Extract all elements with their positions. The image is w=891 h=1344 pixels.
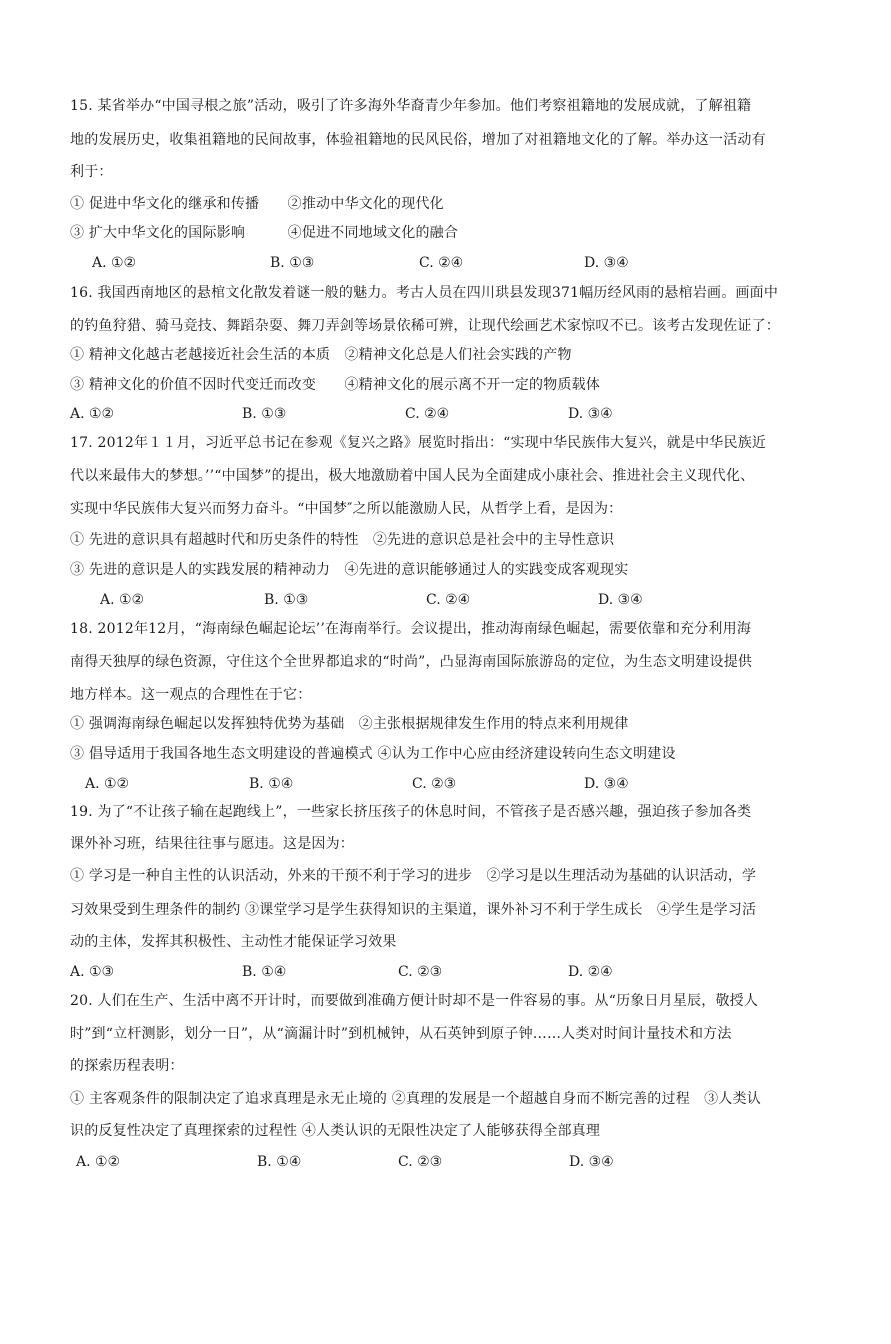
question-19-line-1: 19. 为了“不让孩子输在起跑线上”，一些家长挤压孩子的休息时间，不管孩子是否感兴趣，强迫孩子参加各类 [70, 804, 752, 820]
question-15-statement-3-4: ③ 扩大中华文化的国际影响 ④促进不同地域文化的融合 [70, 225, 459, 241]
question-18-line-3: 地方样本。这一观点的合理性在于它： [70, 687, 312, 703]
question-20-option-c[interactable]: C. ②③ [398, 1154, 443, 1170]
question-19-line-3: ① 学习是一种自主性的认识活动，外来的干预不利于学习的进步 ②学习是以生理活动为基础的认识活动，学 [70, 868, 757, 884]
question-20-option-b[interactable]: B. ①④ [257, 1154, 302, 1170]
question-20-line-3: 的探索历程表明： [70, 1058, 184, 1074]
question-16-statement-3-4: ③ 精神文化的价值不因时代变迁而改变 ④精神文化的展示离不开一定的物质载体 [70, 377, 601, 393]
question-18-line-1: 18. 2012年12月，“海南绿色崛起论坛’’在海南举行。会议提出，推动海南绿色崛起，需要依靠和充分利用海 [70, 621, 752, 637]
question-15-line-2: 地的发展历史，收集祖籍地的民间故事，体验祖籍地的民风民俗，增加了对祖籍地文化的了解。举办这一活动有 [70, 132, 766, 148]
question-15-statement-1-2: ① 促进中华文化的继承和传播 ②推动中华文化的现代化 [70, 196, 444, 212]
question-17-line-1: 17. 2012年１１月，习近平总书记在参观《复兴之路》展览时指出：“实现中华民族伟大复兴，就是中华民族近 [70, 435, 767, 451]
question-20-line-2: 时”到“立杆测影，划分一日”，从“滴漏计时”到机械钟，从石英钟到原子钟……人类对时间计量技术和方法 [70, 1026, 732, 1042]
question-19-line-2: 课外补习班，结果往往事与愿违。这是因为： [70, 836, 354, 852]
question-15-option-d[interactable]: D. ③④ [584, 255, 629, 271]
question-20-line-1: 20. 人们在生产、生活中离不开计时，而要做到准确方便计时却不是一件容易的事。从“历象日月星辰，敬授人 [70, 993, 759, 1009]
question-17-option-b[interactable]: B. ①③ [264, 592, 309, 608]
question-16-option-b[interactable]: B. ①③ [242, 406, 287, 422]
question-17-line-2: 代以来最伟大的梦想。’’“中国梦”的提出，极大地激励着中国人民为全面建成小康社会、推进社会主义现代化、 [70, 468, 755, 484]
question-20-line-5: 识的反复性决定了真理探索的过程性 ④人类认识的无限性决定了人能够获得全部真理 [70, 1123, 601, 1139]
question-20-option-d[interactable]: D. ③④ [569, 1154, 614, 1170]
question-18-line-2: 南得天独厚的绿色资源，守住这个全世界都追求的“时尚”，凸显海南国际旅游岛的定位，为生态文明建设提供 [70, 654, 753, 670]
question-15-line-3: 利于： [70, 164, 113, 180]
question-17-option-a[interactable]: A. ①② [100, 592, 145, 608]
question-20-option-a[interactable]: A. ①② [76, 1154, 121, 1170]
question-18-statement-3-4: ③ 倡导适用于我国各地生态文明建设的普遍模式 ④认为工作中心应由经济建设转向生态文明建设 [70, 746, 676, 762]
question-18-option-a[interactable]: A. ①② [85, 776, 130, 792]
question-17-statement-3-4: ③ 先进的意识是人的实践发展的精神动力 ④先进的意识能够通过人的实践变成客观现实 [70, 562, 629, 578]
question-16-statement-1-2: ① 精神文化越古老越接近社会生活的本质 ②精神文化总是人们社会实践的产物 [70, 347, 572, 363]
question-16-line-2: 的钓鱼狩猎、骑马竞技、舞蹈杂耍、舞刀弄剑等场景依稀可辨，让现代绘画艺术家惊叹不已。该考古发现佐证了： [70, 318, 780, 334]
question-17-option-d[interactable]: D. ③④ [598, 592, 643, 608]
question-15-line-1: 15. 某省举办“中国寻根之旅”活动，吸引了许多海外华裔青少年参加。他们考察祖籍地的发展成就，了解祖籍 [70, 98, 752, 114]
question-19-line-4: 习效果受到生理条件的制约 ③课堂学习是学生获得知识的主渠道，课外补习不利于学生成长 ④学生是学习活 [70, 902, 757, 918]
question-16-option-a[interactable]: A. ①② [70, 406, 115, 422]
question-20-line-4: ① 主客观条件的限制决定了追求真理是永无止境的 ②真理的发展是一个超越自身而不断完善的过程 ③人类认 [70, 1091, 761, 1107]
question-19-option-a[interactable]: A. ①③ [70, 964, 115, 980]
question-19-line-5: 动的主体，发挥其积极性、主动性才能保证学习效果 [70, 934, 397, 950]
question-16-option-d[interactable]: D. ③④ [568, 406, 613, 422]
question-18-option-b[interactable]: B. ①④ [249, 776, 294, 792]
question-18-statement-1-2: ① 强调海南绿色崛起以发挥独特优势为基础 ②主张根据规律发生作用的特点来利用规律 [70, 716, 629, 732]
question-19-option-d[interactable]: D. ②④ [568, 964, 613, 980]
question-17-statement-1-2: ① 先进的意识具有超越时代和历史条件的特性 ②先进的意识总是社会中的主导性意识 [70, 532, 615, 548]
question-15-option-c[interactable]: C. ②④ [419, 255, 464, 271]
question-16-line-1: 16. 我国西南地区的悬棺文化散发着谜一般的魅力。考古人员在四川珙县发现371幅历经风雨的悬棺岩画。画面中 [70, 285, 779, 301]
question-17-line-3: 实现中华民族伟大复兴而努力奋斗。“中国梦″之所以能激励人民，从哲学上看，是因为： [70, 501, 623, 517]
question-15-option-a[interactable]: A. ①② [92, 255, 137, 271]
question-19-option-b[interactable]: B. ①④ [242, 964, 287, 980]
question-18-option-d[interactable]: D. ③④ [584, 776, 629, 792]
question-15-option-b[interactable]: B. ①③ [270, 255, 315, 271]
question-17-option-c[interactable]: C. ②④ [426, 592, 471, 608]
question-16-option-c[interactable]: C. ②④ [405, 406, 450, 422]
question-18-option-c[interactable]: C. ②③ [412, 776, 457, 792]
question-19-option-c[interactable]: C. ②③ [398, 964, 443, 980]
